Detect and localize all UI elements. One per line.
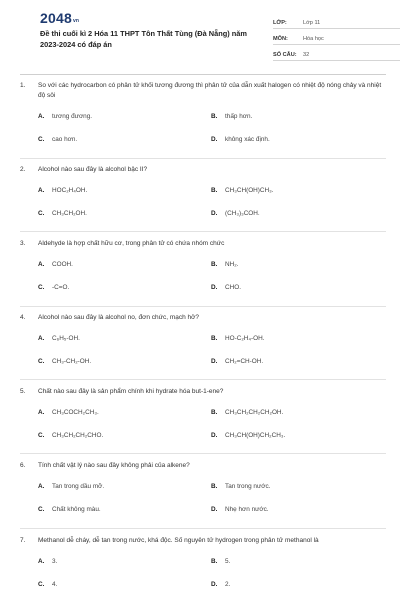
exam-title: Đề thi cuối kì 2 Hóa 11 THPT Tôn Thất Tùng (Đà Nẵng) năm 2023-2024 có đáp án [40, 29, 247, 49]
option-a[interactable] [38, 253, 211, 276]
meta-row-count [273, 47, 400, 61]
option-letter: C. [38, 136, 45, 143]
option-b[interactable] [211, 253, 384, 276]
option-b[interactable] [211, 179, 384, 202]
option-text: 3. [52, 558, 58, 565]
option-text: CH₃CH₂CH₂CH₂OH. [225, 409, 284, 416]
option-c[interactable] [38, 498, 211, 521]
option-text: -C=O. [52, 284, 70, 291]
option-text: CH₃CH₂CH₂CHO. [52, 432, 104, 439]
option-letter: D. [211, 506, 218, 513]
answer-options [38, 253, 386, 299]
question-stem [20, 81, 386, 101]
option-text: CHO. [225, 284, 241, 291]
option-letter: A. [38, 409, 45, 416]
option-text: C₆H₅-OH. [52, 335, 80, 342]
meta-value: Lớp 11 [303, 20, 321, 26]
option-c[interactable] [38, 350, 211, 373]
meta-row-class [273, 15, 400, 29]
question-number: 7. [20, 537, 26, 544]
question-text: Aldehyde là hợp chất hữu cơ, trong phân tử có chứa nhóm chức [38, 240, 225, 247]
option-c[interactable] [38, 202, 211, 225]
option-text: không xác định. [225, 136, 270, 143]
question-text: Chất nào sau đây là sản phẩm chính khi hydrate hóa but-1-ene? [38, 388, 224, 395]
question-number: 3. [20, 240, 26, 247]
option-letter: A. [38, 187, 45, 194]
question-item [20, 159, 386, 232]
option-letter: A. [38, 483, 45, 490]
question-number: 1. [20, 82, 26, 89]
option-c[interactable] [38, 276, 211, 299]
option-text: NH₂. [225, 261, 239, 268]
option-text: (CH₃)₃COH. [225, 210, 260, 217]
question-text: Tính chất vật lý nào sau đây không phải của alkene? [38, 462, 190, 469]
option-text: COOH. [52, 261, 73, 268]
answer-options [38, 327, 386, 373]
option-letter: A. [38, 335, 45, 342]
question-number: 4. [20, 314, 26, 321]
option-a[interactable] [38, 401, 211, 424]
answer-options [38, 550, 386, 596]
option-letter: B. [211, 187, 218, 194]
option-letter: C. [38, 432, 45, 439]
option-letter: B. [211, 409, 218, 416]
option-c[interactable] [38, 128, 211, 151]
logo-suffix: vn [72, 18, 80, 24]
option-letter: A. [38, 558, 45, 565]
option-d[interactable] [211, 424, 384, 447]
option-letter: D. [211, 210, 218, 217]
option-text: Tan trong dầu mỡ. [52, 483, 105, 490]
question-item [20, 529, 386, 600]
option-letter: B. [211, 113, 218, 120]
question-number: 6. [20, 462, 26, 469]
meta-label: MÔN: [273, 36, 288, 42]
option-text: HOC₂H₄OH. [52, 187, 88, 194]
meta-label: LỚP: [273, 20, 287, 26]
meta-row-subject [273, 31, 400, 45]
option-text: HO-C₂H₄-OH. [225, 335, 265, 342]
option-text: Nhẹ hơn nước. [225, 506, 269, 513]
option-b[interactable] [211, 550, 384, 573]
option-letter: D. [211, 432, 218, 439]
option-text: 2. [225, 581, 231, 588]
option-text: CH₂=CH-OH. [225, 358, 264, 365]
question-item [20, 80, 386, 159]
header-divider [20, 74, 386, 75]
logo-text: 2048 [40, 10, 72, 26]
option-letter: C. [38, 506, 45, 513]
question-text: So với các hydrocarbon có phân tử khối tương đương thì phân tử của dẫn xuất halogen có nhiệt độ nóng chảy và nhiệt độ sôi [38, 82, 382, 99]
option-a[interactable] [38, 327, 211, 350]
question-item [20, 232, 386, 307]
option-b[interactable] [211, 327, 384, 350]
option-letter: B. [211, 558, 218, 565]
option-b[interactable] [211, 105, 384, 128]
option-c[interactable] [38, 573, 211, 596]
option-text: CH₃CH₂OH. [52, 210, 87, 217]
question-text: Methanol dễ cháy, dễ tan trong nước, khá độc. Số nguyên tử hydrogen trong phân tử methanol là [38, 537, 319, 544]
option-a[interactable] [38, 475, 211, 498]
option-letter: D. [211, 136, 218, 143]
option-text: tương đương. [52, 113, 93, 120]
option-b[interactable] [211, 401, 384, 424]
option-text: thấp hơn. [225, 113, 253, 120]
question-item [20, 307, 386, 380]
option-letter: D. [211, 284, 218, 291]
option-text: cao hơn. [52, 136, 78, 143]
meta-value: Hóa học [303, 36, 324, 42]
option-a[interactable] [38, 179, 211, 202]
question-number: 2. [20, 166, 26, 173]
question-text: Alcohol nào sau đây là alcohol bậc II? [38, 166, 148, 173]
option-a[interactable] [38, 105, 211, 128]
question-stem [20, 313, 386, 323]
option-b[interactable] [211, 475, 384, 498]
option-a[interactable] [38, 550, 211, 573]
option-letter: C. [38, 358, 45, 365]
answer-options [38, 401, 386, 447]
option-c[interactable] [38, 424, 211, 447]
question-stem [20, 239, 386, 249]
question-stem [20, 461, 386, 471]
option-letter: B. [211, 261, 218, 268]
question-number: 5. [20, 388, 26, 395]
option-letter: C. [38, 210, 45, 217]
option-letter: D. [211, 581, 218, 588]
question-item [20, 454, 386, 529]
exam-meta [273, 15, 400, 63]
option-d[interactable] [211, 276, 384, 299]
option-d[interactable] [211, 498, 384, 521]
question-stem [20, 165, 386, 175]
question-list [20, 80, 386, 600]
question-stem [20, 387, 386, 397]
option-letter: A. [38, 113, 45, 120]
option-d[interactable] [211, 573, 384, 596]
option-text: CH₃CH(OH)CH₂CH₃. [225, 432, 286, 439]
question-stem [20, 536, 386, 546]
answer-options [38, 105, 386, 151]
option-d[interactable] [211, 202, 384, 225]
option-text: Tan trong nước. [225, 483, 271, 490]
site-logo[interactable] [40, 10, 79, 26]
answer-options [38, 179, 386, 225]
option-letter: C. [38, 581, 45, 588]
option-letter: B. [211, 483, 218, 490]
option-text: Chất không màu. [52, 506, 101, 513]
answer-options [38, 475, 386, 521]
meta-value: 32 [303, 52, 310, 58]
option-text: CH₃-CH₂-OH. [52, 358, 92, 365]
meta-label: SỐ CÂU: [273, 52, 297, 58]
option-letter: C. [38, 284, 45, 291]
option-text: 4. [52, 581, 58, 588]
option-text: CH₃CH(OH)CH₃. [225, 187, 274, 194]
option-d[interactable] [211, 350, 384, 373]
document-header [20, 0, 386, 72]
option-text: 5. [225, 558, 231, 565]
option-letter: B. [211, 335, 218, 342]
option-d[interactable] [211, 128, 384, 151]
question-text: Alcohol nào sau đây là alcohol no, đơn chức, mạch hở? [38, 314, 200, 321]
option-letter: D. [211, 358, 218, 365]
question-item [20, 380, 386, 454]
option-text: CH₃COCH₂CH₃. [52, 409, 99, 416]
option-letter: A. [38, 261, 45, 268]
